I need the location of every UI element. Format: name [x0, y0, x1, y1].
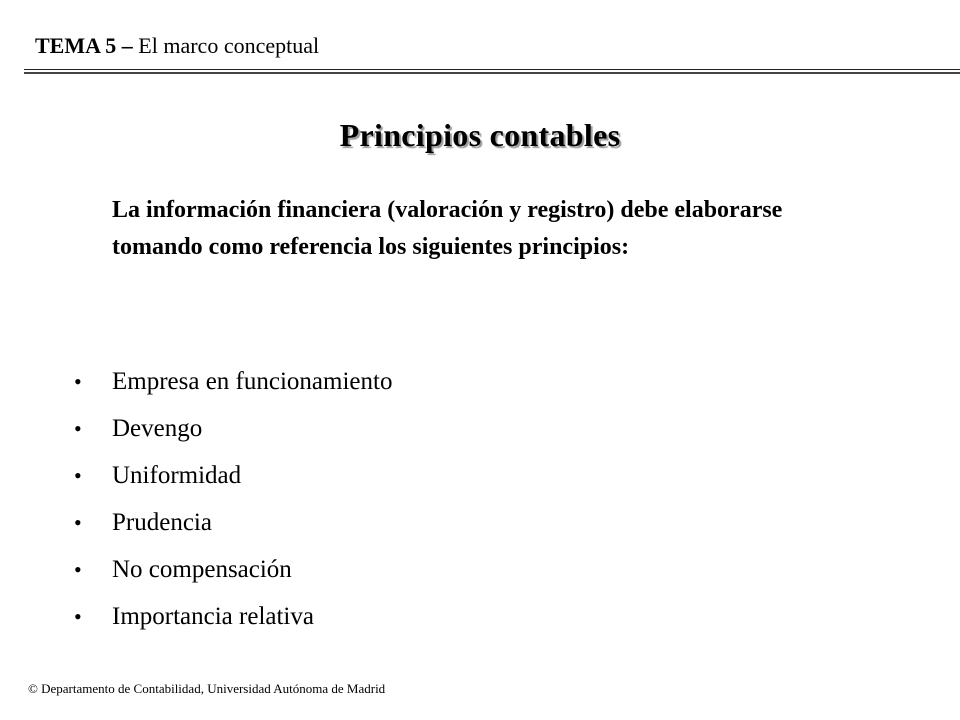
principle-label: Uniformidad: [112, 462, 242, 489]
bullet-icon: •: [74, 510, 82, 535]
principle-label: Prudencia: [112, 509, 212, 536]
principle-label: Devengo: [112, 415, 203, 442]
bullet-icon: •: [74, 604, 82, 629]
bullet-icon: •: [74, 416, 82, 441]
header-subtitle: El marco conceptual: [138, 33, 320, 58]
intro-paragraph: La información financiera (valoración y registro) debe elaborarse tomando como referencia los siguientes principios:: [112, 197, 783, 260]
header-separator: –: [116, 33, 139, 58]
principle-label: Empresa en funcionamiento: [112, 368, 393, 395]
bullet-icon: •: [74, 557, 82, 582]
copyright-footer: © Departamento de Contabilidad, Universidad Autónoma de Madrid: [28, 681, 386, 696]
header-rule-thin: [24, 69, 960, 70]
slide-title: Principios contables: [339, 117, 621, 153]
bullet-icon: •: [74, 369, 82, 394]
header-topic-number: TEMA 5: [35, 33, 117, 58]
slide-header: [35, 33, 319, 59]
bullet-icon: •: [74, 463, 82, 488]
header-rule-thick: [24, 72, 960, 74]
principle-label: No compensación: [112, 556, 292, 583]
principle-label: Importancia relativa: [112, 603, 314, 630]
